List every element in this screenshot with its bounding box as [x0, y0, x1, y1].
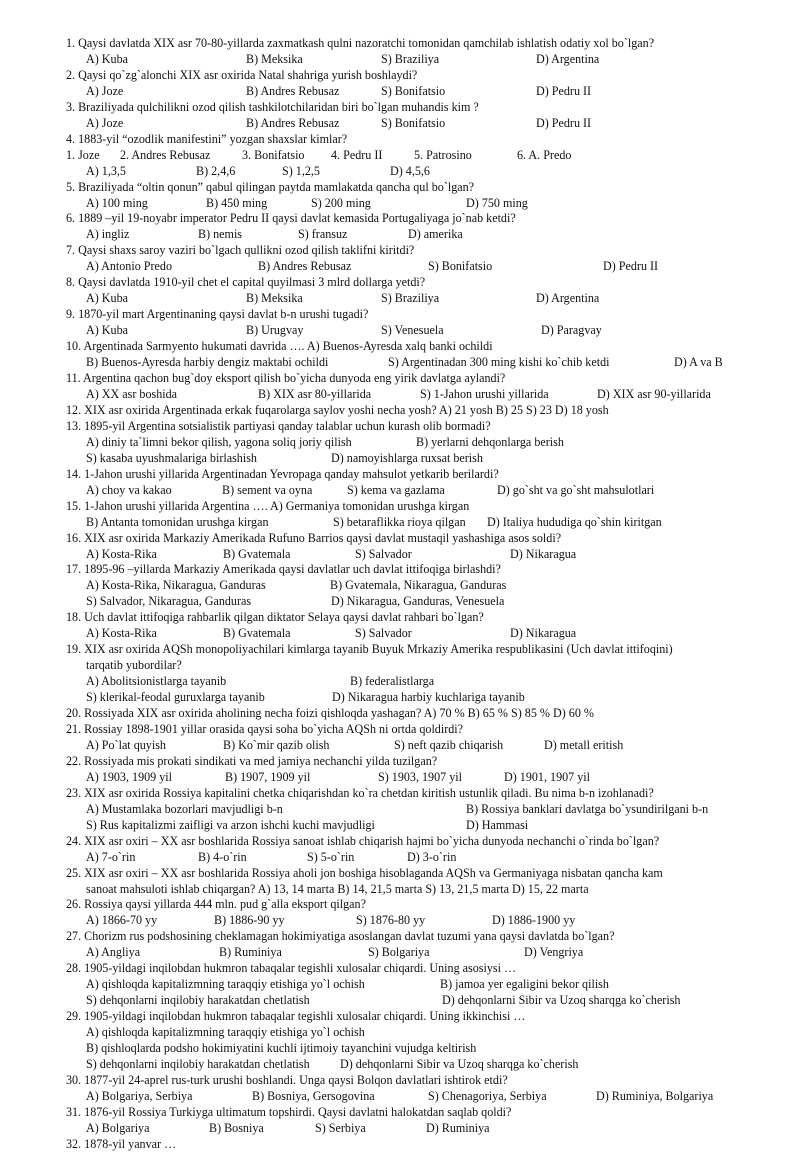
answer-option: S) Chenagoriya, Serbiya [428, 1088, 547, 1103]
answer-option: B) Gvatemala, Nikaragua, Ganduras [330, 578, 507, 593]
question-block [66, 132, 748, 180]
question-text: 19. XIX asr oxirida AQSh monopoliyachilari kimlarga tayanib Buyuk Mrkaziy Amerika respublikasini (Uch davlat ittifoqini) [66, 642, 673, 657]
answer-row [66, 547, 748, 563]
question-block [66, 754, 748, 786]
question-block [66, 339, 748, 371]
answer-row [66, 515, 748, 531]
answer-option: B) Buenos-Ayresda harbiy dengiz maktabi ochildi [86, 355, 329, 370]
answer-option: D) 750 ming [466, 195, 528, 210]
answer-option: S) Rus kapitalizmi zaifligi va arzon ishchi kuchi mavjudligi [86, 817, 375, 832]
answer-option: B) federalistlarga [350, 674, 435, 689]
answer-row [66, 818, 748, 834]
answer-option: 6. A. Predo [517, 147, 572, 162]
answer-option: A) 100 ming [86, 195, 148, 210]
answer-option: 5. Patrosino [414, 147, 472, 162]
question-block [66, 467, 748, 499]
answer-option: S) Bonifatsio [381, 83, 446, 98]
answer-option: D) A va B [674, 355, 723, 370]
question-text: 20. Rossiyada XIX asr oxirida aholining necha foizi qishloqda yashagan? A) 70 % B) 65 % S) 85 % D) 60 % [66, 706, 594, 721]
answer-option: S) 1-Jahon urushi yillarida [420, 386, 549, 401]
answer-option: B) Antanta tomonidan urushga kirgan [86, 514, 269, 529]
answer-option: A) ingliz [86, 227, 130, 242]
answer-option: A) Kosta-Rika, Nikaragua, Ganduras [86, 578, 266, 593]
answer-row [66, 690, 748, 706]
answer-option: 2. Andres Rebusaz [120, 147, 211, 162]
answer-option: A) 7-o`rin [86, 849, 136, 864]
question-text: 1. Qaysi davlatda XIX asr 70-80-yillarda zaxmatkash qulni nazoratchi tomonidan qamchilab ishlatish odatiy xol bo`lgan? [66, 36, 655, 50]
answer-option: S) Salvador, Nikaragua, Ganduras [86, 594, 252, 609]
question-text: 29. 1905-yildagi inqilobdan hukmron tabaqalar tegishli xulosalar chiqardi. Uning ikkinchisi … [66, 1009, 526, 1024]
question-text: 10. Argentinada Sarmyento hukumati davrida …. A) Buenos-Ayresda xalq banki ochildi [66, 339, 493, 354]
answer-option: B) XIX asr 80-yillarida [258, 386, 372, 401]
answer-row [66, 578, 748, 594]
answer-option: D) Argentina [536, 291, 600, 306]
question-block [66, 786, 748, 834]
question-block [66, 562, 748, 610]
answer-option: A) Kuba [86, 291, 128, 306]
answer-option: A) qishloqda kapitalizmning taraqqiy etishiga yo`l ochish [86, 1025, 365, 1040]
answer-option: B) yerlarni dehqonlarga berish [416, 434, 564, 449]
answer-row [66, 323, 748, 339]
answer-option: A) XX asr boshida [86, 386, 178, 401]
answer-option: S) Salvador [355, 626, 412, 641]
answer-option: D) metall eritish [544, 737, 624, 752]
answer-option: S) dehqonlarni inqilobiy harakatdan chetlatish [86, 1057, 310, 1071]
question-text: 15. 1-Jahon urushi yillarida Argentina …. A) Germaniya tomonidan urushga kirgan [66, 498, 470, 513]
question-text: 25. XIX asr oxiri – XX asr boshlarida Rossiya aholi jon boshiga hisoblaganda AQSh va Germaniyaga nisbatan qancha kam [66, 865, 663, 880]
answer-option: B) Andres Rebusaz [246, 115, 340, 130]
answer-option: D) 3-o`rin [407, 849, 457, 864]
answer-row [66, 674, 748, 690]
question-text: 2. Qaysi qo`zg`alonchi XIX asr oxirida Natal shahriga yurish boshlaydi? [66, 67, 418, 82]
answer-row [66, 594, 748, 610]
answer-row [66, 626, 748, 642]
answer-row [66, 483, 748, 499]
answer-option: A) Kuba [86, 51, 128, 66]
answer-option: D) Nikaragua [510, 546, 577, 561]
question-text: 30. 1877-yil 24-aprel rus-turk urushi boshlandi. Unga qaysi Bolqon davlatlari ishtirok etdi? [66, 1072, 508, 1087]
question-block [66, 275, 748, 307]
question-block [66, 371, 748, 403]
answer-option: S) Braziliya [381, 51, 440, 66]
answer-row [66, 850, 748, 866]
answer-row [66, 1025, 748, 1041]
answer-option: S) dehqonlarni inqilobiy harakatdan chetlatish [86, 993, 310, 1008]
answer-option: S) 1903, 1907 yil [378, 769, 462, 784]
answer-option: A) Kosta-Rika [86, 626, 157, 641]
answer-option: B) nemis [198, 227, 243, 242]
question-block [66, 1073, 748, 1105]
answer-option: D) Hammasi [466, 817, 529, 832]
question-text: 26. Rossiya qaysi yillarda 444 mln. pud g`alla eksport qilgan? [66, 897, 366, 912]
answer-option: B) Ruminiya [219, 945, 282, 960]
answer-row [66, 164, 748, 180]
answer-option: S) 1,2,5 [282, 163, 320, 178]
answer-option: D) 1901, 1907 yil [504, 769, 590, 784]
answer-option: B) 2,4,6 [196, 163, 236, 178]
answer-option: A) qishloqda kapitalizmning taraqqiy etishiga yo`l ochish [86, 977, 365, 992]
answer-option: B) sement va oyna [222, 482, 313, 497]
question-text: 9. 1870-yil mart Argentinaning qaysi davlat b-n urushi tugadi? [66, 307, 369, 322]
question-block [66, 897, 748, 929]
answer-option: D) amerika [408, 227, 463, 242]
answer-option: S) klerikal-feodal guruxlarga tayanib [86, 690, 265, 705]
question-block [66, 1105, 748, 1137]
answer-option: A) Antonio Predo [86, 259, 172, 274]
answer-option: B) Bosniya, Gersogovina [252, 1088, 375, 1103]
question-text-continued: tarqatib yubordilar? [86, 658, 182, 673]
question-text: 8. Qaysi davlatda 1910-yil chet el capital quyilmasi 3 mlrd dollarga yetdi? [66, 275, 426, 290]
question-block [66, 36, 748, 68]
answer-option: A) Joze [86, 83, 124, 98]
answer-option: A) choy va kakao [86, 482, 172, 497]
answer-option: S) Bonifatsio [428, 259, 493, 274]
answer-row [66, 1057, 748, 1073]
answer-row [66, 291, 748, 307]
answer-option: S) neft qazib chiqarish [394, 737, 504, 752]
answer-option: B) 450 ming [206, 195, 268, 210]
question-block [66, 1009, 748, 1073]
answer-option: 3. Bonifatsio [242, 147, 305, 162]
question-text: 24. XIX asr oxiri – XX asr boshlarida Rossiya sanoat ishlab chiqarish hajmi bo`yicha dunyoda nechanchi o`rinda bo`lgan? [66, 833, 660, 848]
answer-option: S) Venesuela [381, 323, 444, 338]
answer-row [66, 770, 748, 786]
answer-option: S) Salvador [355, 546, 412, 561]
answer-option: B) Rossiya banklari davlatga bo`ysundirilgani b-n [466, 801, 709, 816]
answer-row [66, 259, 748, 275]
answer-option: D) dehqonlarni Sibir va Uzoq sharqga ko`cherish [340, 1057, 579, 1071]
question-block [66, 419, 748, 467]
answer-option: D) XIX asr 90-yillarida [597, 386, 711, 401]
answer-option: D) Nikaragua harbiy kuchlariga tayanib [332, 690, 525, 705]
answer-option: A) 1,3,5 [86, 163, 126, 178]
question-text: 23. XIX asr oxirida Rossiya kapitalini chetka chiqarishdan ko`ra chetdan kiritish ustunlik qiladi. Bu nima b-n izohlanadi? [66, 785, 654, 800]
answer-option: B) Andres Rebusaz [258, 259, 352, 274]
question-block [66, 100, 748, 132]
answer-row [66, 913, 748, 929]
answer-option: B) Gvatemala [223, 546, 291, 561]
question-text-continued: sanoat mahsuloti ishlab chiqargan? A) 13, 14 marta B) 14, 21,5 marta S) 13, 21,5 marta D) 15, 22 marta [86, 881, 589, 896]
question-text: 14. 1-Jahon urushi yillarida Argentinadan Yevropaga qanday mahsulot yetkarib berilardi? [66, 466, 499, 481]
answer-row [66, 945, 748, 961]
question-block [66, 68, 748, 100]
answer-option: D) namoyishlarga ruxsat berish [331, 450, 483, 465]
answer-option: B) Bosniya [209, 1120, 264, 1135]
answer-option: B) 4-o`rin [198, 849, 247, 864]
question-text: 4. 1883-yil “ozodlik manifestini” yozgan shaxslar kimlar? [66, 131, 348, 146]
answer-option: S) Argentinadan 300 ming kishi ko`chib ketdi [388, 355, 610, 370]
answer-option: S) fransuz [298, 227, 348, 242]
answer-row [66, 435, 748, 451]
answer-option: A) Mustamlaka bozorlari mavjudligi b-n [86, 801, 283, 816]
answer-row [66, 355, 748, 371]
answer-option: S) 1876-80 yy [356, 913, 426, 928]
answer-option: D) Pedru II [603, 259, 659, 274]
answer-option: B) 1886-90 yy [214, 913, 285, 928]
answer-option: 4. Pedru II [331, 147, 383, 162]
question-text: 27. Chorizm rus podshosining cheklamagan hokimiyatiga asoslangan davlat tuzumi yana qaysi davlatda bo`lgan? [66, 929, 615, 944]
answer-option: A) Kuba [86, 323, 128, 338]
question-block [66, 180, 748, 212]
answer-row [66, 387, 748, 403]
answer-option: B) qishloqlarda podsho hokimiyatini kuchli ijtimoiy tayanchini vujudga keltirish [86, 1041, 477, 1056]
answer-option: B) Andres Rebusaz [246, 83, 340, 98]
answer-option: D) dehqonlarni Sibir va Uzoq sharqga ko`cherish [442, 993, 681, 1008]
question-text: 13. 1895-yil Argentina sotsialistik partiyasi qanday talablar uchun kurash olib bormadi? [66, 418, 491, 433]
question-block [66, 642, 748, 706]
question-block [66, 307, 748, 339]
answer-option: S) 5-o`rin [307, 849, 355, 864]
question-text: 16. XIX asr oxirida Markaziy Amerikada Rufuno Barrios qaysi davlat mustaqil yashashiga asos soldi? [66, 530, 562, 545]
answer-option: A) Angliya [86, 945, 141, 960]
answer-option: B) Gvatemala [223, 626, 291, 641]
answer-option: A) Kosta-Rika [86, 546, 157, 561]
answer-option: D) Pedru II [536, 115, 592, 130]
question-text: 31. 1876-yil Rossiya Turkiyga ultimatum topshirdi. Qaysi davlatni halokatdan saqlab qoldi? [66, 1104, 512, 1119]
answer-row [66, 1041, 748, 1057]
answer-option: S) Bonifatsio [381, 115, 446, 130]
question-block [66, 531, 748, 563]
answer-option: A) diniy ta`limni bekor qilish, yagona soliq joriy qilish [86, 434, 352, 449]
answer-option: B) 1907, 1909 yil [225, 769, 311, 784]
answer-row [66, 148, 748, 164]
question-block [66, 722, 748, 754]
answer-option: D) Ruminiya, Bolgariya [596, 1088, 714, 1103]
answer-row [66, 196, 748, 212]
answer-row [66, 802, 748, 818]
answer-option: A) Po`lat quyish [86, 737, 166, 752]
answer-option: D) Pedru II [536, 83, 592, 98]
question-text: 21. Rossiay 1898-1901 yillar orasida qaysi soha bo`yicha AQSh ni ortda qoldirdi? [66, 721, 464, 736]
answer-option: B) jamoa yer egaligini bekor qilish [440, 977, 609, 992]
answer-option: A) Bolgariya [86, 1120, 150, 1135]
answer-option: A) Bolgariya, Serbiya [86, 1088, 193, 1103]
question-block [66, 1137, 748, 1153]
answer-option: D) Nikaragua [510, 626, 577, 641]
question-block [66, 211, 748, 243]
answer-option: S) Braziliya [381, 291, 440, 306]
answer-row [66, 52, 748, 68]
answer-option: S) 200 ming [311, 195, 371, 210]
answer-option: B) Meksika [246, 291, 303, 306]
question-text: 22. Rossiyada mis prokati sindikati va med jamiya nechanchi yilda tuzilgan? [66, 753, 438, 768]
answer-option: B) Urugvay [246, 323, 304, 338]
answer-row [66, 116, 748, 132]
answer-option: B) Ko`mir qazib olish [223, 737, 330, 752]
answer-option: S) Serbiya [315, 1120, 366, 1135]
answer-option: S) betaraflikka rioya qilgan [333, 514, 466, 529]
question-text: 12. XIX asr oxirida Argentinada erkak fuqarolarga saylov yoshi necha yosh? A) 21 yosh B) 25 S) 23 D) 18 yosh [66, 402, 609, 417]
answer-option: S) kasaba uyushmalariga birlashish [86, 450, 257, 465]
question-text: 5. Braziliyada “oltin qonun” qabul qilingan paytda mamlakatda qancha qul bo`lgan? [66, 179, 475, 194]
question-text: 7. Qaysi shaxs saroy vaziri bo`lgach qullikni ozod qilish taklifni kiritdi? [66, 243, 415, 258]
answer-row [66, 1089, 748, 1105]
answer-row [66, 451, 748, 467]
question-text: 6. 1889 –yil 19-noyabr imperator Pedru II qaysi davlat kemasida Portugaliyaga jo`nab ketdi? [66, 211, 516, 226]
answer-option: D) Nikaragua, Ganduras, Venesuela [331, 594, 505, 609]
question-text: 17. 1895-96 –yillarda Markaziy Amerikada qaysi davlatlar uch davlat ittifoqiga birlashdi? [66, 562, 501, 577]
question-text: 28. 1905-yildagi inqilobdan hukmron tabaqalar tegishli xulosalar chiqardi. Uning asosiysi … [66, 961, 517, 976]
question-block [66, 929, 748, 961]
answer-row [66, 1121, 748, 1137]
answer-option: D) go`sht va go`sht mahsulotlari [497, 482, 655, 497]
answer-option: D) Paragvay [541, 323, 602, 338]
question-text: 11. Argentina qachon bug`doy eksport qilish bo`yicha dunyoda eng yirik davlatga aylandi? [66, 371, 506, 386]
question-block [66, 403, 748, 419]
answer-option: 1. Joze [66, 147, 100, 162]
question-text: 32. 1878-yil yanvar … [66, 1136, 177, 1151]
question-block [66, 706, 748, 722]
question-text: 3. Braziliyada qulchilikni ozod qilish tashkilotchilaridan biri bo`lgan muhandis kim ? [66, 99, 479, 114]
question-text: 18. Uch davlat ittifoqiga rahbarlik qilgan diktator Selaya qaysi davlat rahbari bo`lgan? [66, 610, 484, 625]
answer-option: B) Meksika [246, 51, 303, 66]
answer-option: A) 1866-70 yy [86, 913, 158, 928]
answer-option: S) Bolgariya [368, 945, 430, 960]
answer-option: D) Vengriya [524, 945, 584, 960]
answer-row [66, 977, 748, 993]
answer-row [66, 84, 748, 100]
question-block [66, 961, 748, 1009]
answer-option: D) Argentina [536, 51, 600, 66]
question-block [66, 499, 748, 531]
answer-option: D) Italiya hududiga qo`shin kiritgan [487, 514, 662, 529]
question-block [66, 866, 748, 898]
question-block [66, 610, 748, 642]
question-block [66, 243, 748, 275]
answer-option: S) kema va gazlama [347, 482, 445, 497]
answer-option: A) 1903, 1909 yil [86, 769, 172, 784]
question-block [66, 834, 748, 866]
answer-option: D) Ruminiya [426, 1120, 490, 1135]
answer-option: D) 4,5,6 [390, 163, 430, 178]
answer-row [66, 993, 748, 1009]
answer-row [66, 738, 748, 754]
answer-option: A) Joze [86, 115, 124, 130]
answer-row [66, 227, 748, 243]
answer-option: A) Abolitsionistlarga tayanib [86, 674, 227, 689]
answer-option: D) 1886-1900 yy [492, 913, 576, 928]
